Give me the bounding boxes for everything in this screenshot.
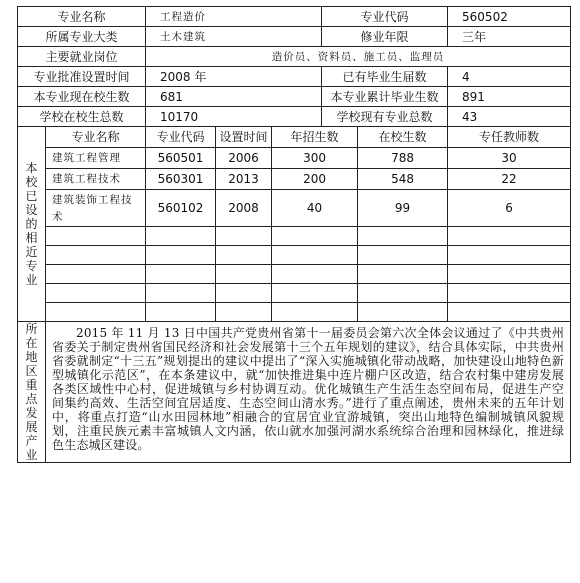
related-teachers: 30 — [448, 148, 571, 169]
empty-row — [18, 265, 571, 284]
graduates-label: 已有毕业生届数 — [322, 67, 448, 87]
related-name: 建筑装饰工程技术 — [46, 190, 146, 227]
approval-label: 专业批准设置时间 — [18, 67, 146, 87]
related-name: 建筑工程管理 — [46, 148, 146, 169]
related-year: 2013 — [216, 169, 272, 190]
row-current-students — [18, 87, 571, 107]
related-teachers: 6 — [448, 190, 571, 227]
duration-label: 修业年限 — [322, 27, 448, 47]
row-major-name — [18, 7, 571, 27]
approval-value: 2008 年 — [146, 67, 322, 87]
table-row — [18, 190, 571, 227]
related-enroll: 200 — [272, 169, 358, 190]
empty-row — [18, 303, 571, 322]
major-code-value: 560502 — [448, 7, 571, 27]
header-major-name: 专业名称 — [46, 127, 146, 148]
major-name-label: 专业名称 — [18, 7, 146, 27]
related-code: 560301 — [146, 169, 216, 190]
major-code-label: 专业代码 — [322, 7, 448, 27]
duration-value: 三年 — [448, 27, 571, 47]
empty-row — [18, 227, 571, 246]
school-majors-value: 43 — [448, 107, 571, 127]
related-code: 560501 — [146, 148, 216, 169]
related-students: 548 — [358, 169, 448, 190]
header-setup-year: 设置时间 — [216, 127, 272, 148]
header-students: 在校生数 — [358, 127, 448, 148]
related-year: 2008 — [216, 190, 272, 227]
school-students-value: 10170 — [146, 107, 322, 127]
row-approval — [18, 67, 571, 87]
empty-row — [18, 284, 571, 303]
school-majors-label: 学校现有专业总数 — [322, 107, 448, 127]
header-teachers: 专任教师数 — [448, 127, 571, 148]
table-row — [18, 169, 571, 190]
cumulative-label: 本专业累计毕业生数 — [322, 87, 448, 107]
graduates-value: 4 — [448, 67, 571, 87]
related-students: 788 — [358, 148, 448, 169]
jobs-label: 主要就业岗位 — [18, 47, 146, 67]
major-name-value: 工程造价 — [146, 7, 322, 27]
row-category — [18, 27, 571, 47]
empty-row — [18, 246, 571, 265]
related-name: 建筑工程技术 — [46, 169, 146, 190]
major-info-table — [17, 6, 571, 463]
current-students-label: 本专业现在校生数 — [18, 87, 146, 107]
industry-row — [18, 322, 571, 463]
row-jobs — [18, 47, 571, 67]
jobs-value: 造价员、资料员、施工员、监理员 — [146, 47, 571, 67]
related-teachers: 22 — [448, 169, 571, 190]
related-enroll: 300 — [272, 148, 358, 169]
category-value: 土木建筑 — [146, 27, 322, 47]
current-students-value: 681 — [146, 87, 322, 107]
related-header-row — [18, 127, 571, 148]
header-annual-enrollment: 年招生数 — [272, 127, 358, 148]
school-students-label: 学校在校生总数 — [18, 107, 146, 127]
related-side-label: 本 校 已 设 的 相 近 专 业 — [18, 127, 46, 322]
related-students: 99 — [358, 190, 448, 227]
row-school-students — [18, 107, 571, 127]
category-label: 所属专业大类 — [18, 27, 146, 47]
table-row — [18, 148, 571, 169]
industry-paragraph: 2015 年 11 月 13 日中国共产党贵州省第十一届委员会第六次全体会议通过了《中共贵州省委关于制定贵州省国民经济和社会发展第十三个五年规划的建议》，结合具体实际，中共贵州省委就制定“十三五”规划提出的建议中提出了“深入实施城镇化带动战略，加快建设山地特色新型城镇化示范区”，在本条建议中，就“加快推进集中连片棚户区改造，结合农村集中建房发展各类区域性中心村，促进城镇与乡村协调互动。优化城镇生产生活生态空间布局，促进生产空间集约高效、生活空间宜居适度、生态空间山清水秀。”进行了重点阐述，贵州未来的五年计划中，将重点打造“山水田园林地”相融合的宜居宜业宜游城镇，突出山地特色编制城镇风貌规划，注重民族元素丰富城镇人文内涵，依山就水加强河湖水系统综合治理和园林绿化，推进绿色生态城区建设。 — [46, 322, 571, 463]
related-year: 2006 — [216, 148, 272, 169]
industry-side-label: 所 在 地 区 重 点 发 展 产 业 — [18, 322, 46, 463]
related-code: 560102 — [146, 190, 216, 227]
header-major-code: 专业代码 — [146, 127, 216, 148]
cumulative-value: 891 — [448, 87, 571, 107]
related-enroll: 40 — [272, 190, 358, 227]
